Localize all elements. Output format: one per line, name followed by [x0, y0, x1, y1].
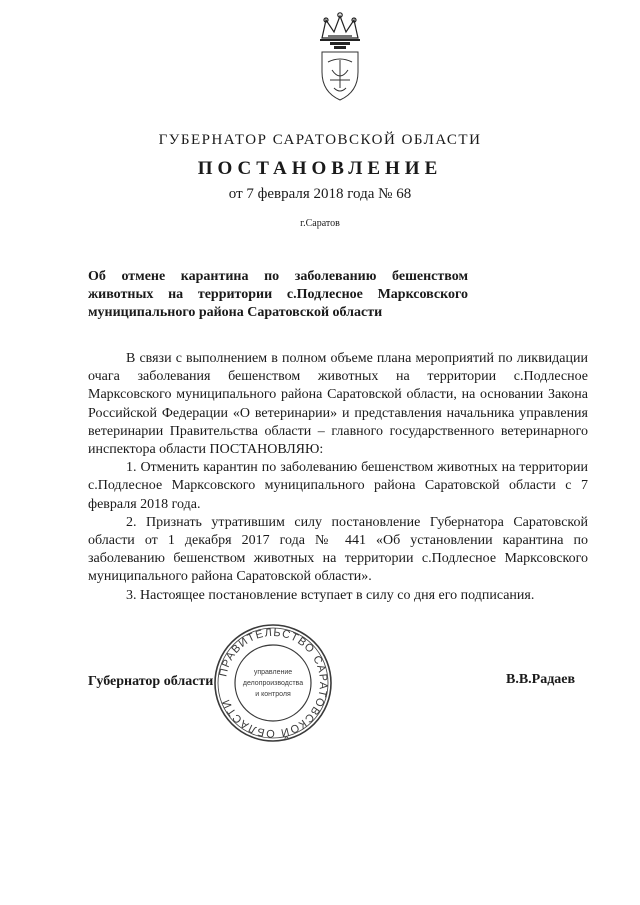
document-type: ПОСТАНОВЛЕНИЕ [197, 158, 443, 179]
document-body [88, 350, 588, 605]
official-stamp [212, 622, 334, 744]
preamble-paragraph: В связи с выполнением в полном объеме плана мероприятий по ликвидации очага заболевания бешенством животных на территории с.Подлесное Марксовского муниципального района Саратовской области, на основании Закона Российской Федерации «О ветеринарии» и представления начальника управления ветеринарии Правительства области – главного государственного ветеринарного инспектора области ПОСТАНОВЛЯЮ: [88, 351, 588, 458]
signatory-title: Губернатор области [88, 674, 214, 689]
document-place: г.Саратов [300, 218, 340, 229]
stamp-center-line-2: делопроизводства [242, 680, 304, 687]
decree-item-1: 1. Отменить карантин по заболеванию бешенством животных на территории с.Подлесное Марксовского муниципального района Саратовской области с 7 февраля 2018 года. [88, 460, 588, 512]
decree-item-3: 3. Настоящее постановление вступает в силу со дня его подписания. [126, 587, 535, 603]
coat-of-arms-icon [300, 10, 380, 105]
signatory-name: В.В.Радаев [506, 672, 576, 687]
decree-item-2: 2. Признать утратившим силу постановление Губернатора Саратовской области от 1 декабря 2017 года № 441 «Об установлении карантина по заболеванию бешенством животных на территории с.Подлесное Марксовского муниципального района Саратовской области». [88, 514, 588, 585]
stamp-center-line-1: управление [253, 669, 293, 676]
stamp-ring-text: ПРАВИТЕЛЬСТВО САРАТОВСКОЙ ОБЛАСТИ [217, 626, 330, 740]
document-subject: Об отмене карантина по заболеванию бешенством животных на территории с.Подлесное Марксовского муниципального района Саратовской области [88, 269, 468, 320]
issuing-authority: ГУБЕРНАТОР САРАТОВСКОЙ ОБЛАСТИ [158, 132, 482, 148]
document-date-number: от 7 февраля 2018 года № 68 [228, 186, 412, 202]
stamp-center-line-3: и контроля [255, 691, 291, 698]
